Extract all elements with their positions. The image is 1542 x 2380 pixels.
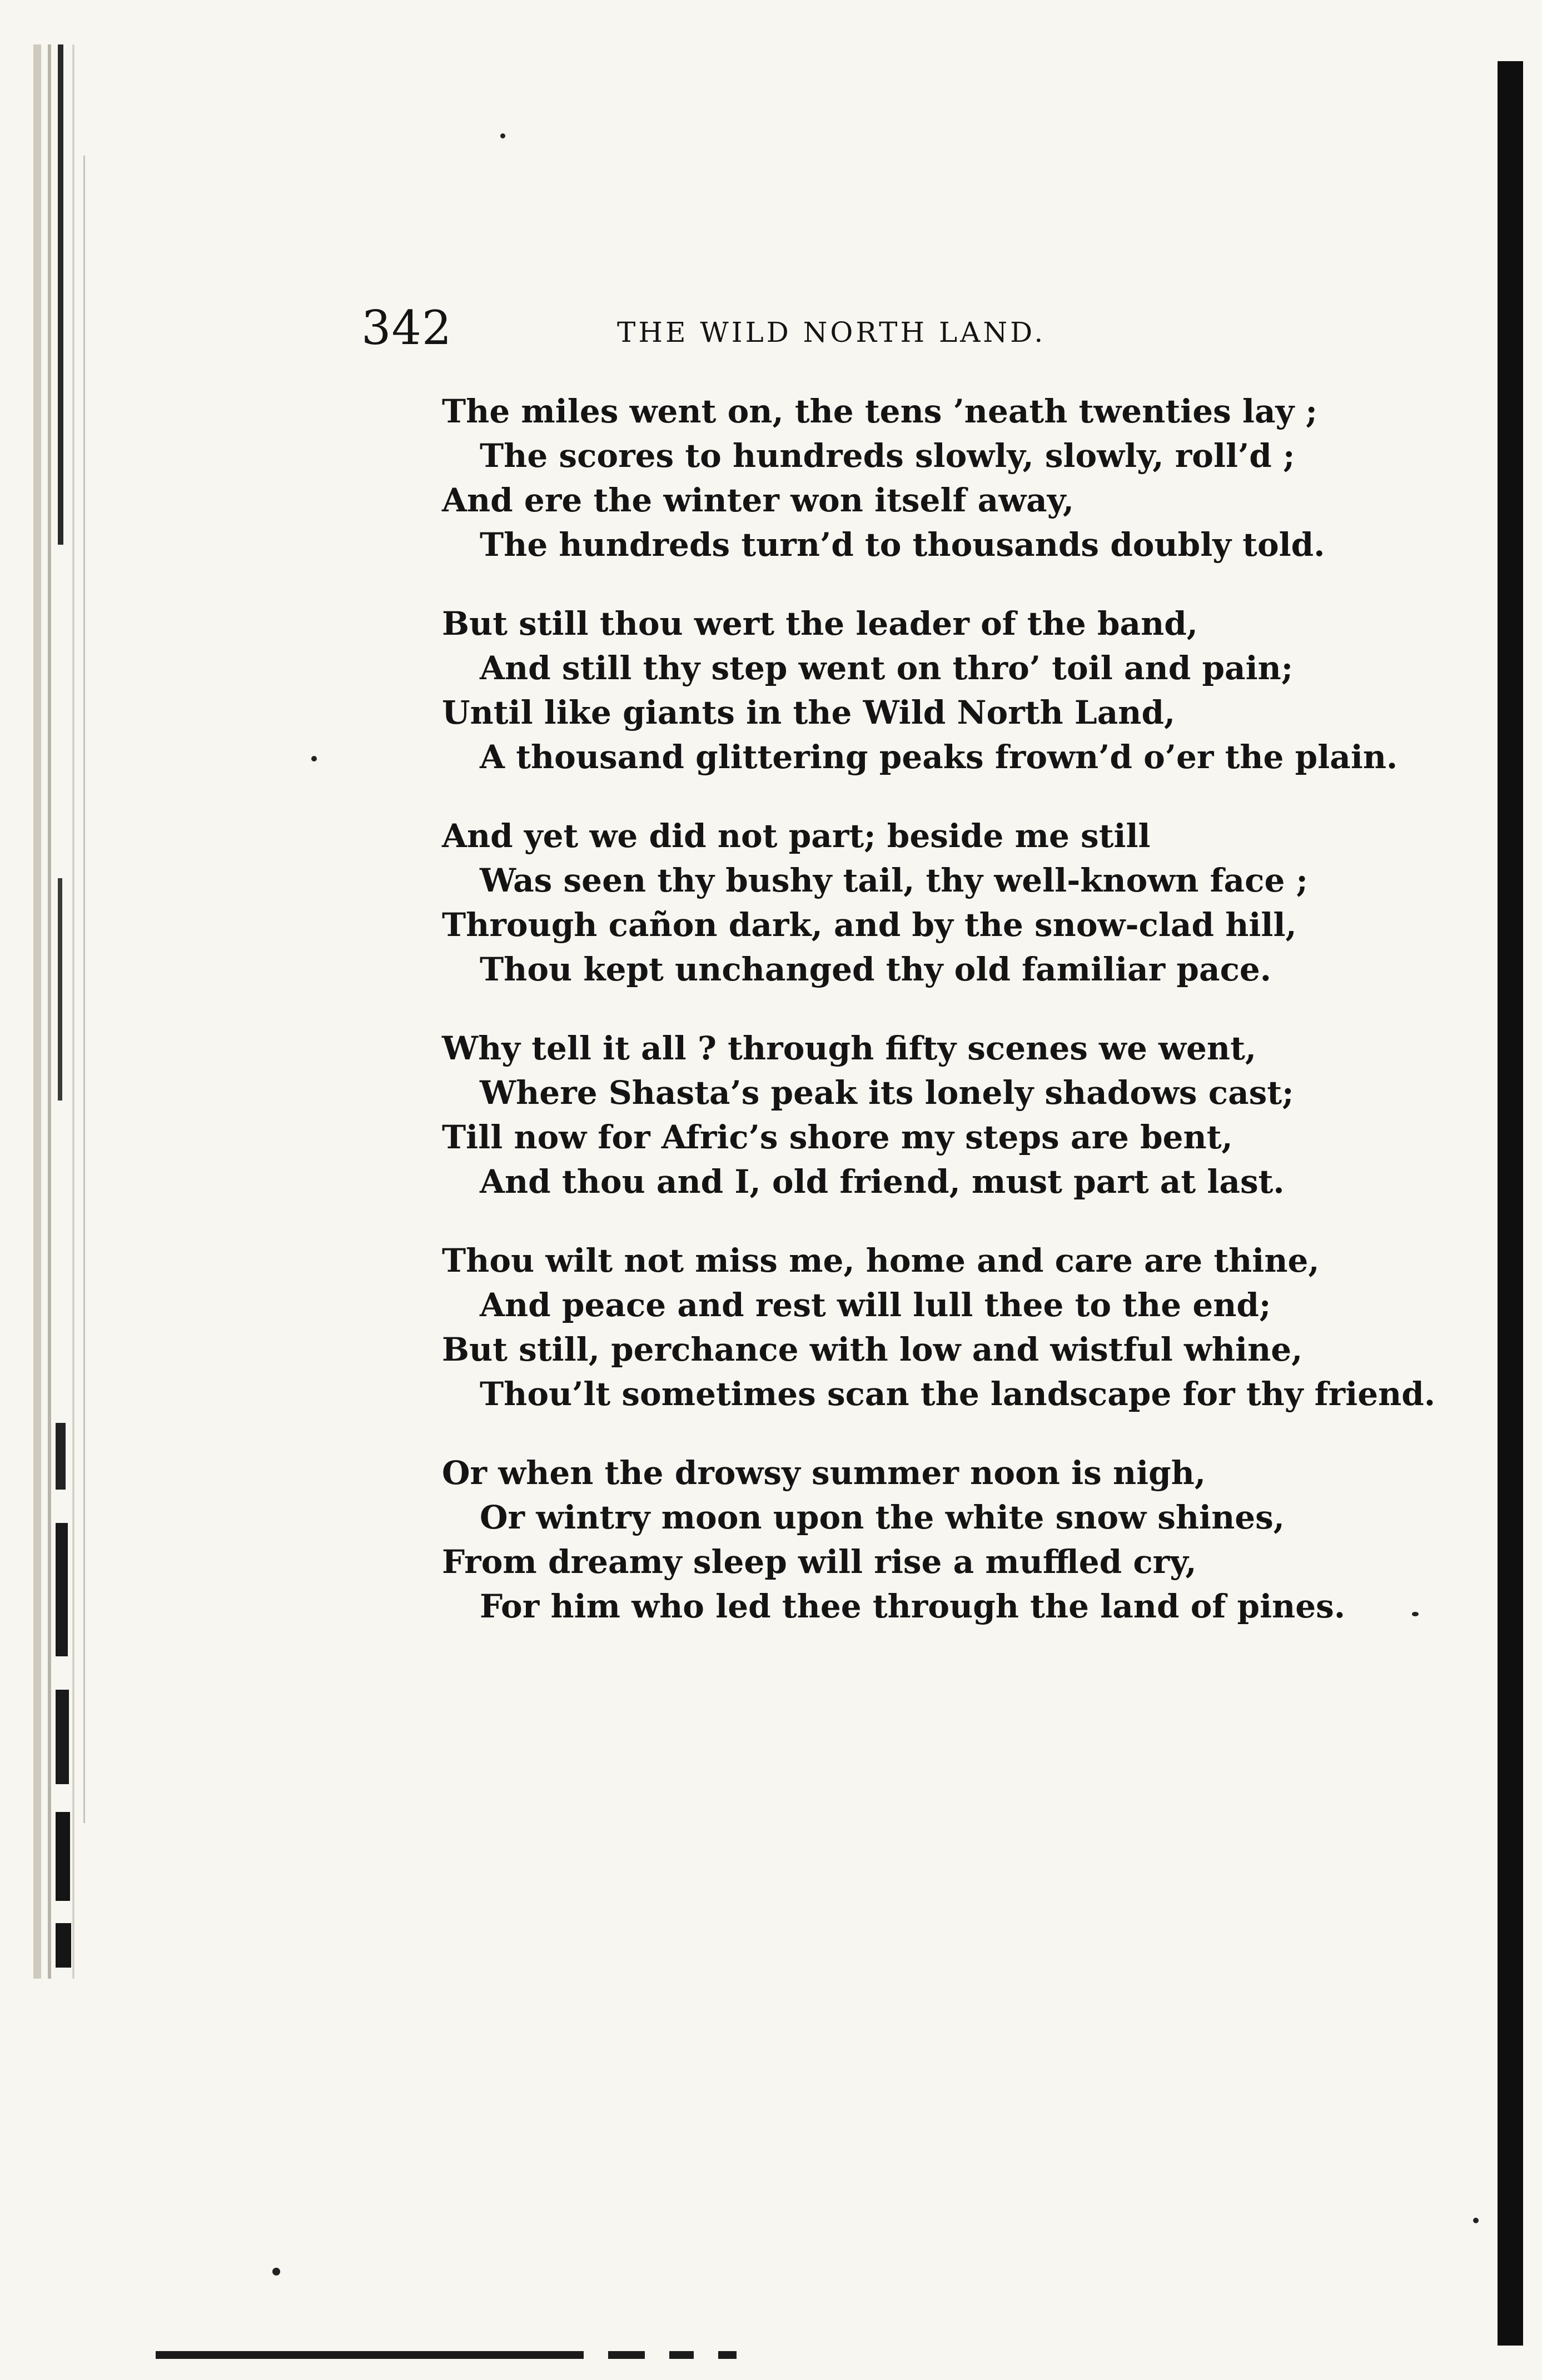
stanza: [442, 1238, 1436, 1416]
binding-edge-marks: [33, 44, 100, 1979]
poem-line: The scores to hundreds slowly, slowly, roll’d ;: [480, 437, 1295, 475]
poem-line: A thousand glittering peaks frown’d o’er the plain.: [480, 738, 1398, 776]
scan-speck: [311, 756, 317, 761]
poem-line: Was seen thy bushy tail, thy well-known face ;: [480, 862, 1308, 899]
page-header: [361, 300, 1251, 361]
scan-speck: [1473, 2218, 1479, 2223]
bottom-edge-marks: [156, 2351, 767, 2359]
poem-line: Through cañon dark, and by the snow-clad hill,: [442, 906, 1297, 944]
poem-line: From dreamy sleep will rise a muffled cry,: [442, 1543, 1197, 1581]
poem-line: Until like giants in the Wild North Land,: [442, 694, 1176, 731]
poem-line: The hundreds turn’d to thousands doubly told.: [480, 526, 1325, 564]
poem-line: Or wintry moon upon the white snow shines,: [480, 1498, 1285, 1536]
running-head: THE WILD NORTH LAND.: [617, 316, 1046, 348]
poem-line: And peace and rest will lull thee to the end;: [480, 1286, 1271, 1324]
poem-line: And yet we did not part; beside me still: [442, 817, 1151, 855]
poem: [442, 389, 1436, 1663]
poem-line: The miles went on, the tens ’neath twenties lay ;: [442, 392, 1317, 430]
stanza: [442, 1451, 1346, 1629]
scan-speck: [500, 133, 505, 138]
scan-speck: [272, 2268, 280, 2276]
poem-line: Thou wilt not miss me, home and care are thine,: [442, 1242, 1320, 1279]
scan-speck: [1412, 1612, 1419, 1616]
stanza: [442, 601, 1398, 779]
poem-line: And ere the winter won itself away,: [442, 481, 1075, 519]
poem-line: Thou kept unchanged thy old familiar pace.: [480, 950, 1271, 988]
poem-line: Why tell it all ? through fifty scenes we went,: [442, 1029, 1257, 1067]
poem-line: But still thou wert the leader of the band,: [442, 605, 1198, 643]
right-edge-shadow: [1498, 61, 1523, 2346]
poem-line: And still thy step went on thro’ toil and pain;: [480, 649, 1294, 687]
poem-line: Or when the drowsy summer noon is nigh,: [442, 1454, 1206, 1492]
poem-line: Where Shasta’s peak its lonely shadows cast;: [480, 1074, 1294, 1112]
poem-line: Till now for Afric’s shore my steps are bent,: [442, 1118, 1233, 1156]
page-number: 342: [361, 301, 452, 355]
poem-line: But still, perchance with low and wistful whine,: [442, 1331, 1303, 1368]
stanza: [442, 389, 1331, 567]
poem-line: For him who led thee through the land of pines.: [480, 1587, 1346, 1625]
poem-line: Thou’lt sometimes scan the landscape for thy friend.: [480, 1375, 1436, 1413]
stanza: [442, 814, 1331, 992]
stanza: [442, 1026, 1331, 1204]
poem-line: And thou and I, old friend, must part at last.: [480, 1163, 1285, 1201]
